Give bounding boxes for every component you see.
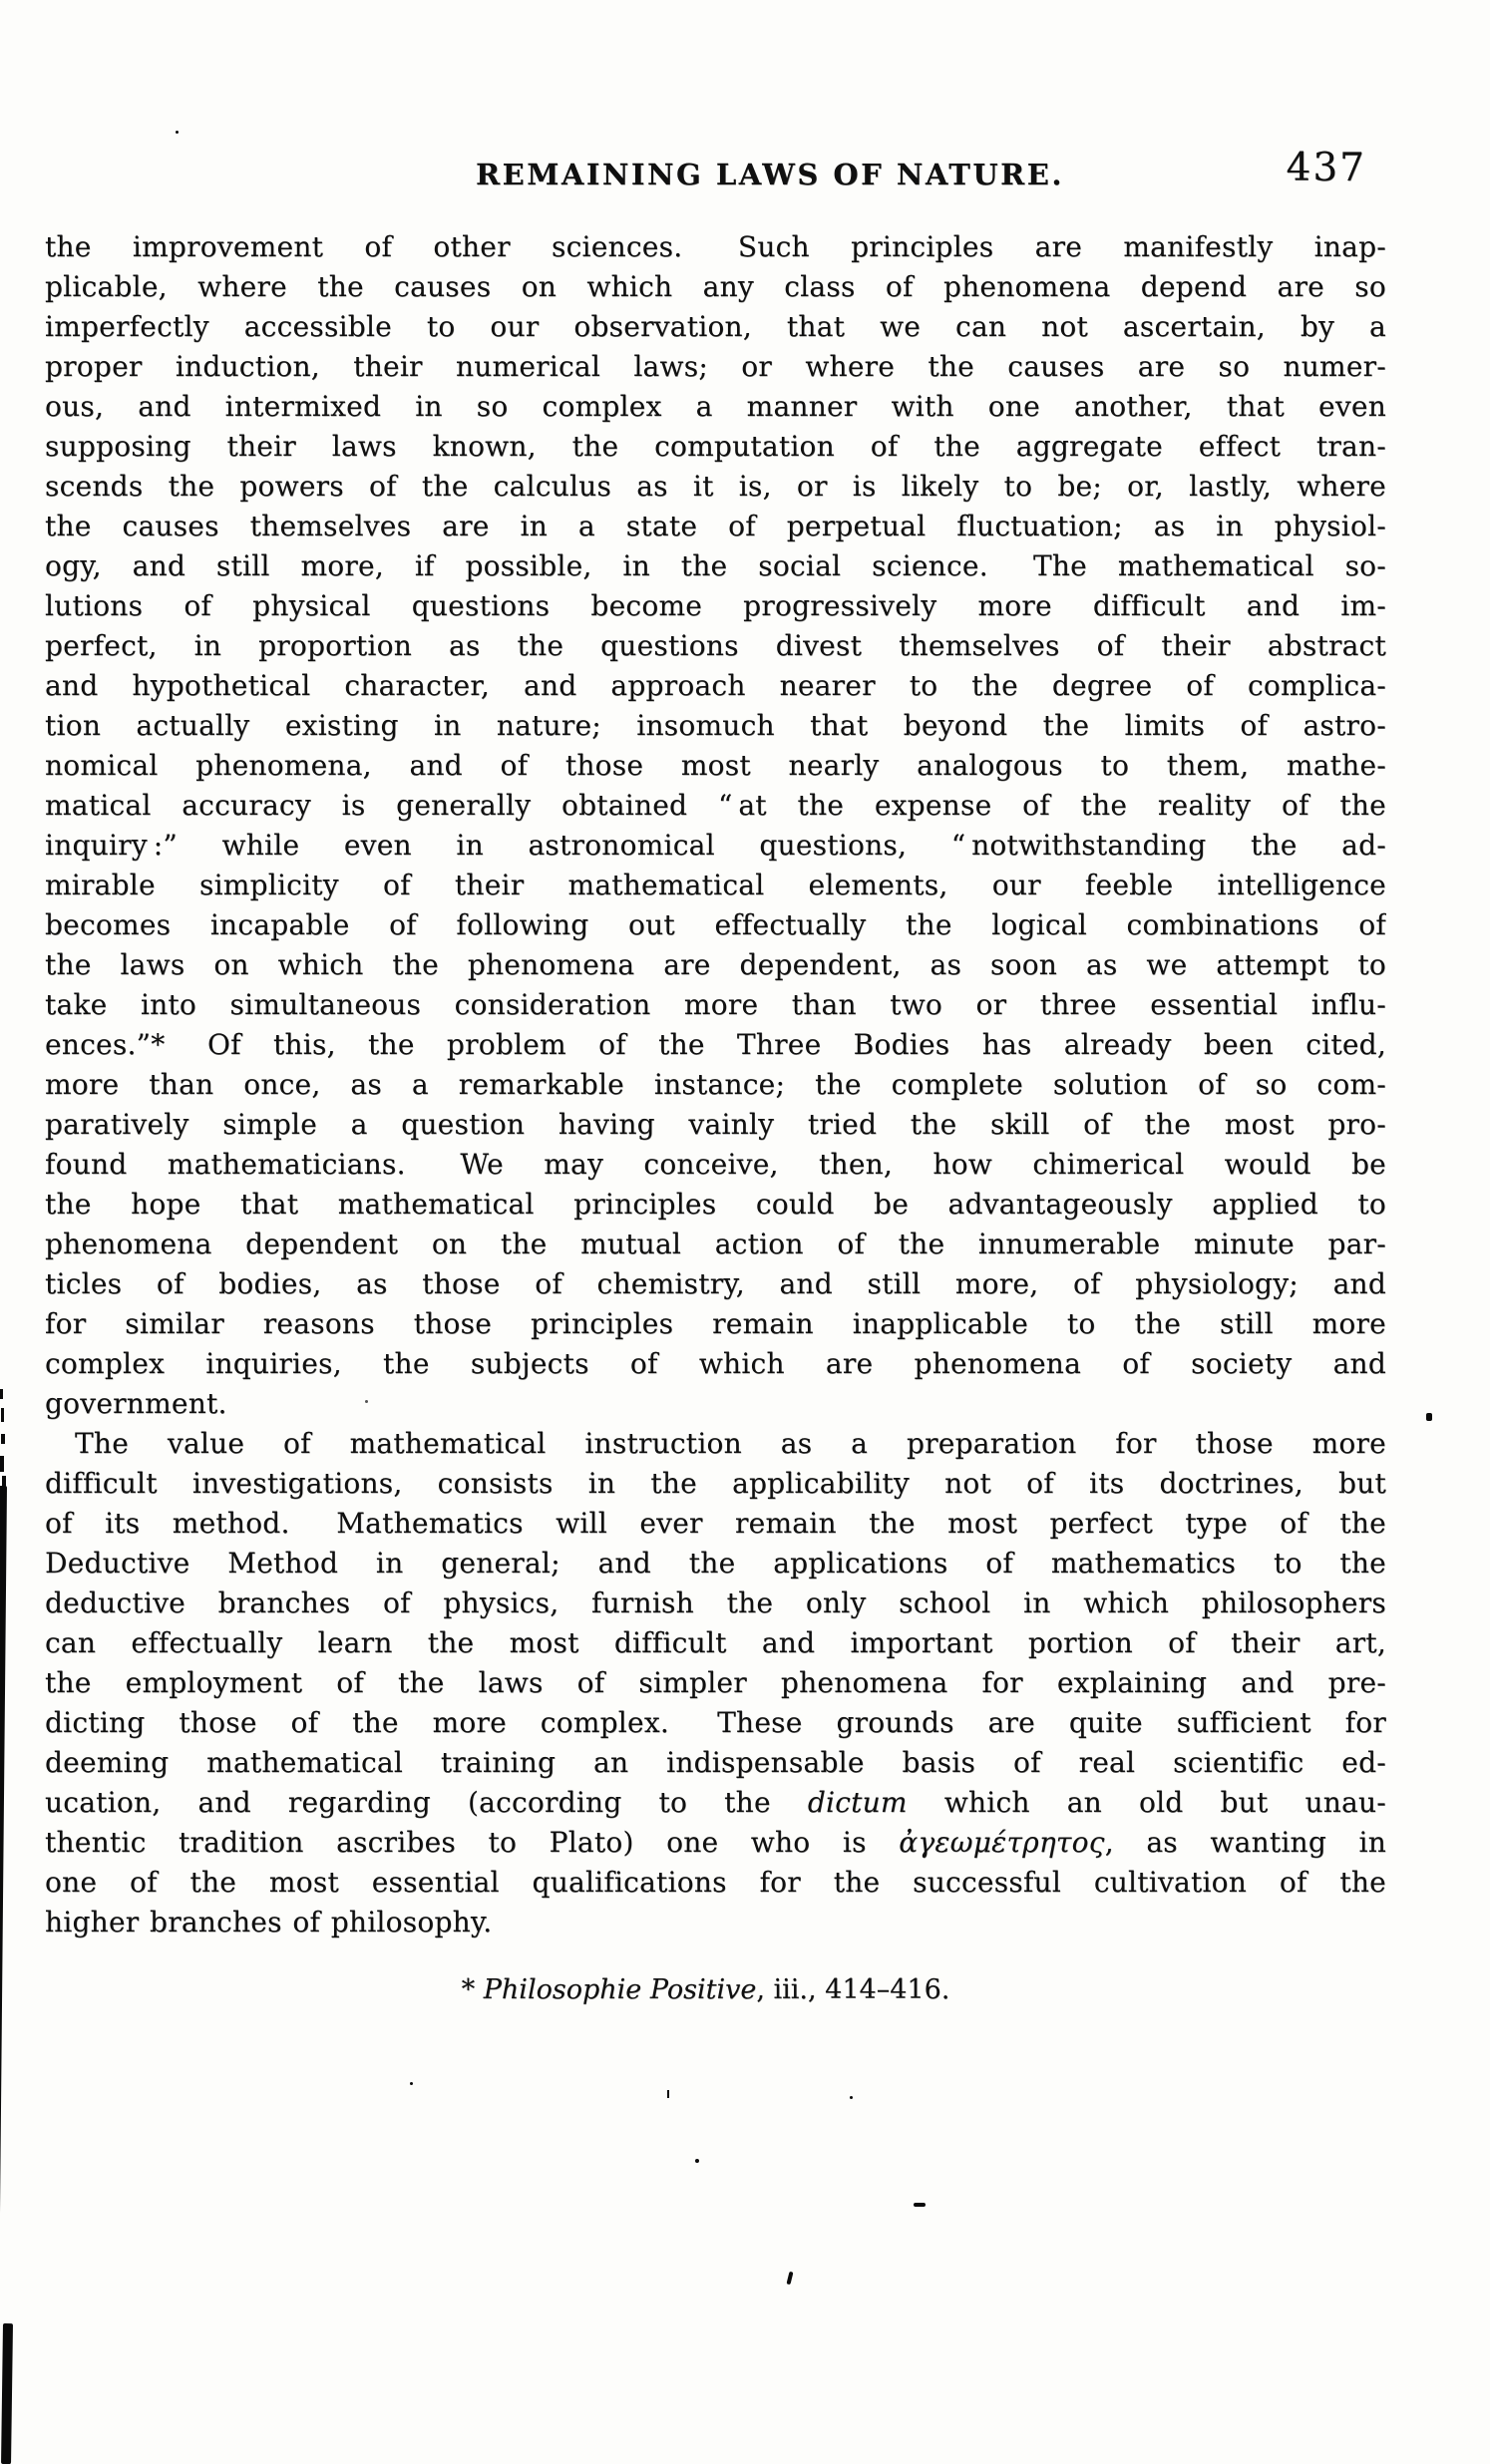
text-line [45,826,1386,866]
scan-gutter-dash [1,1434,5,1444]
scan-gutter-dash [2,1476,6,1490]
text-segment: found mathematicians. We may conceive, then, how chimerical would be [45,1148,1386,1181]
text-line [45,1025,1386,1065]
text-segment: matical accuracy is generally obtained “ at the expense of the reality of the [45,789,1386,822]
text-line [45,1703,1386,1743]
text-segment: plicable, where the causes on which any class of phenomena depend are so [45,270,1386,303]
scan-gutter-dash [1,1408,4,1422]
text-line [45,267,1386,307]
text-line [45,1743,1386,1783]
scan-gutter-bar [0,1486,7,2464]
text-segment: the causes themselves are in a state of perpetual fluctuation; as in physiol- [45,510,1386,542]
text-line [45,905,1386,945]
text-segment: * [461,1974,484,2005]
italic-text: dictum [807,1786,908,1819]
footnote [35,1970,1376,2010]
text-segment: take into simultaneous consideration more than two or three essential influ- [45,988,1386,1021]
text-line [45,1623,1386,1663]
text-line [45,467,1386,507]
text-segment: Deductive Method in general; and the applications of mathematics to the [45,1547,1386,1580]
text-line [45,945,1386,985]
text-line [45,586,1386,626]
text-segment: proper induction, their numerical laws; or where the causes are so numer- [45,350,1386,383]
text-segment: more than once, as a remarkable instance; the complete solution of so com- [45,1068,1386,1101]
text-line [45,626,1386,666]
text-line [45,227,1386,267]
text-segment: imperfectly accessible to our observation, that we can not ascertain, by a [45,310,1386,343]
text-line [45,1584,1386,1623]
text-segment: paratively simple a question having vainly tried the skill of the most pro- [45,1108,1386,1141]
text-segment: complex inquiries, the subjects of which are phenomena of society and [45,1347,1386,1380]
text-segment: which an old but unau- [907,1786,1386,1819]
text-line [45,387,1386,427]
scan-gutter-bar-foot [1,2323,13,2464]
scan-speck [365,1400,368,1403]
text-line [45,1185,1386,1225]
text-line [45,1544,1386,1584]
text-segment: one of the most essential qualifications for the successful cultivation of the [45,1866,1386,1899]
text-line [45,1065,1386,1105]
text-segment: deductive branches of physics, furnish the only school in which philosophers [45,1586,1386,1619]
text-segment: lutions of physical questions become progressively more difficult and im- [45,589,1386,622]
scan-gutter-dash [0,1456,4,1472]
text-line [45,1225,1386,1264]
text-line [45,1504,1386,1544]
text-line [45,507,1386,546]
scan-speck [667,2090,669,2098]
text-segment: the laws on which the phenomena are dependent, as soon as we attempt to [45,948,1386,981]
text-segment: thentic tradition ascribes to Plato) one who is [45,1826,900,1859]
text-segment: supposing their laws known, the computation of the aggregate effect tran- [45,430,1386,463]
text-segment: of its method. Mathematics will ever remain the most perfect type of the [45,1507,1386,1540]
text-line [45,347,1386,387]
text-line [45,1105,1386,1145]
text-segment: can effectually learn the most difficult and important portion of their art, [45,1626,1386,1659]
text-segment: The value of mathematical instruction as a preparation for those more [75,1427,1386,1460]
page-number: 437 [1286,146,1366,190]
text-line [45,1783,1386,1823]
text-line [45,1663,1386,1703]
text-segment: the improvement of other sciences. Such principles are manifestly inap- [45,230,1386,263]
scan-speck [1426,1413,1432,1421]
text-segment: perfect, in proportion as the questions divest themselves of their abstract [45,629,1386,662]
text-segment: mirable simplicity of their mathematical elements, our feeble intelligence [45,869,1386,901]
text-segment: difficult investigations, consists in the applicability not of its doctrines, but [45,1467,1386,1500]
text-segment: government. [45,1387,227,1420]
italic-text: Philosophie Positive [483,1974,757,2005]
text-line [45,666,1386,706]
text-segment: , iii., 414–416. [756,1974,950,2005]
page-header-title: REMAINING LAWS OF NATURE. [476,158,1064,191]
text-line [45,1264,1386,1304]
text-segment: higher branches of philosophy. [45,1906,493,1938]
text-segment: and hypothetical character, and approach nearer to the degree of complica- [45,669,1386,702]
text-line [45,706,1386,746]
scan-speck [695,2159,699,2163]
text-segment: ences.”* Of this, the problem of the Three Bodies has already been cited, [45,1028,1386,1061]
running-header [45,146,1386,201]
text-segment: tion actually existing in nature; insomuch that beyond the limits of astro- [45,709,1386,742]
text-segment: ucation, and regarding (according to the [45,1786,808,1819]
text-segment: dicting those of the more complex. These grounds are quite sufficient for [45,1706,1386,1739]
text-line [45,1424,1386,1464]
text-segment: ogy, and still more, if possible, in the social science. The mathematical so- [45,549,1386,582]
text-line [45,1823,1386,1863]
text-segment: scends the powers of the calculus as it is, or is likely to be; or, lastly, where [45,470,1386,503]
text-segment: , as wanting in [1104,1826,1386,1859]
scan-speck [410,2082,413,2085]
text-segment: becomes incapable of following out effectually the logical combinations of [45,908,1386,941]
text-segment: for similar reasons those principles remain inapplicable to the still more [45,1307,1386,1340]
text-line [45,985,1386,1025]
italic-text: ἀγεωμέτρητος [899,1826,1105,1859]
text-segment: ous, and intermixed in so complex a manner with one another, that even [45,390,1386,423]
scan-gutter-dash [0,1389,3,1399]
text-segment: the hope that mathematical principles could be advantageously applied to [45,1188,1386,1221]
text-segment: the employment of the laws of simpler phenomena for explaining and pre- [45,1666,1386,1699]
text-line [45,1384,1386,1424]
scan-speck [176,131,179,134]
text-line [45,546,1386,586]
text-segment: nomical phenomena, and of those most nearly analogous to them, mathe- [45,749,1386,782]
text-line [45,1863,1386,1903]
scan-speck [850,2096,853,2099]
text-segment: deeming mathematical training an indispensable basis of real scientific ed- [45,1746,1386,1779]
scan-speck [786,2272,793,2286]
text-line [45,1304,1386,1344]
text-line [45,746,1386,786]
text-segment: phenomena dependent on the mutual action of the innumerable minute par- [45,1228,1386,1260]
text-line [45,307,1386,347]
text-line [45,1145,1386,1185]
text-line [45,1903,1386,1942]
body-text [45,227,1386,1942]
text-line [45,1464,1386,1504]
scan-speck [914,2203,926,2207]
text-segment: inquiry :” while even in astronomical questions, “ notwithstanding the ad- [45,829,1386,862]
text-line [45,866,1386,905]
text-line [45,1344,1386,1384]
text-line [45,427,1386,467]
text-line [45,786,1386,826]
text-segment: ticles of bodies, as those of chemistry, and still more, of physiology; and [45,1267,1386,1300]
